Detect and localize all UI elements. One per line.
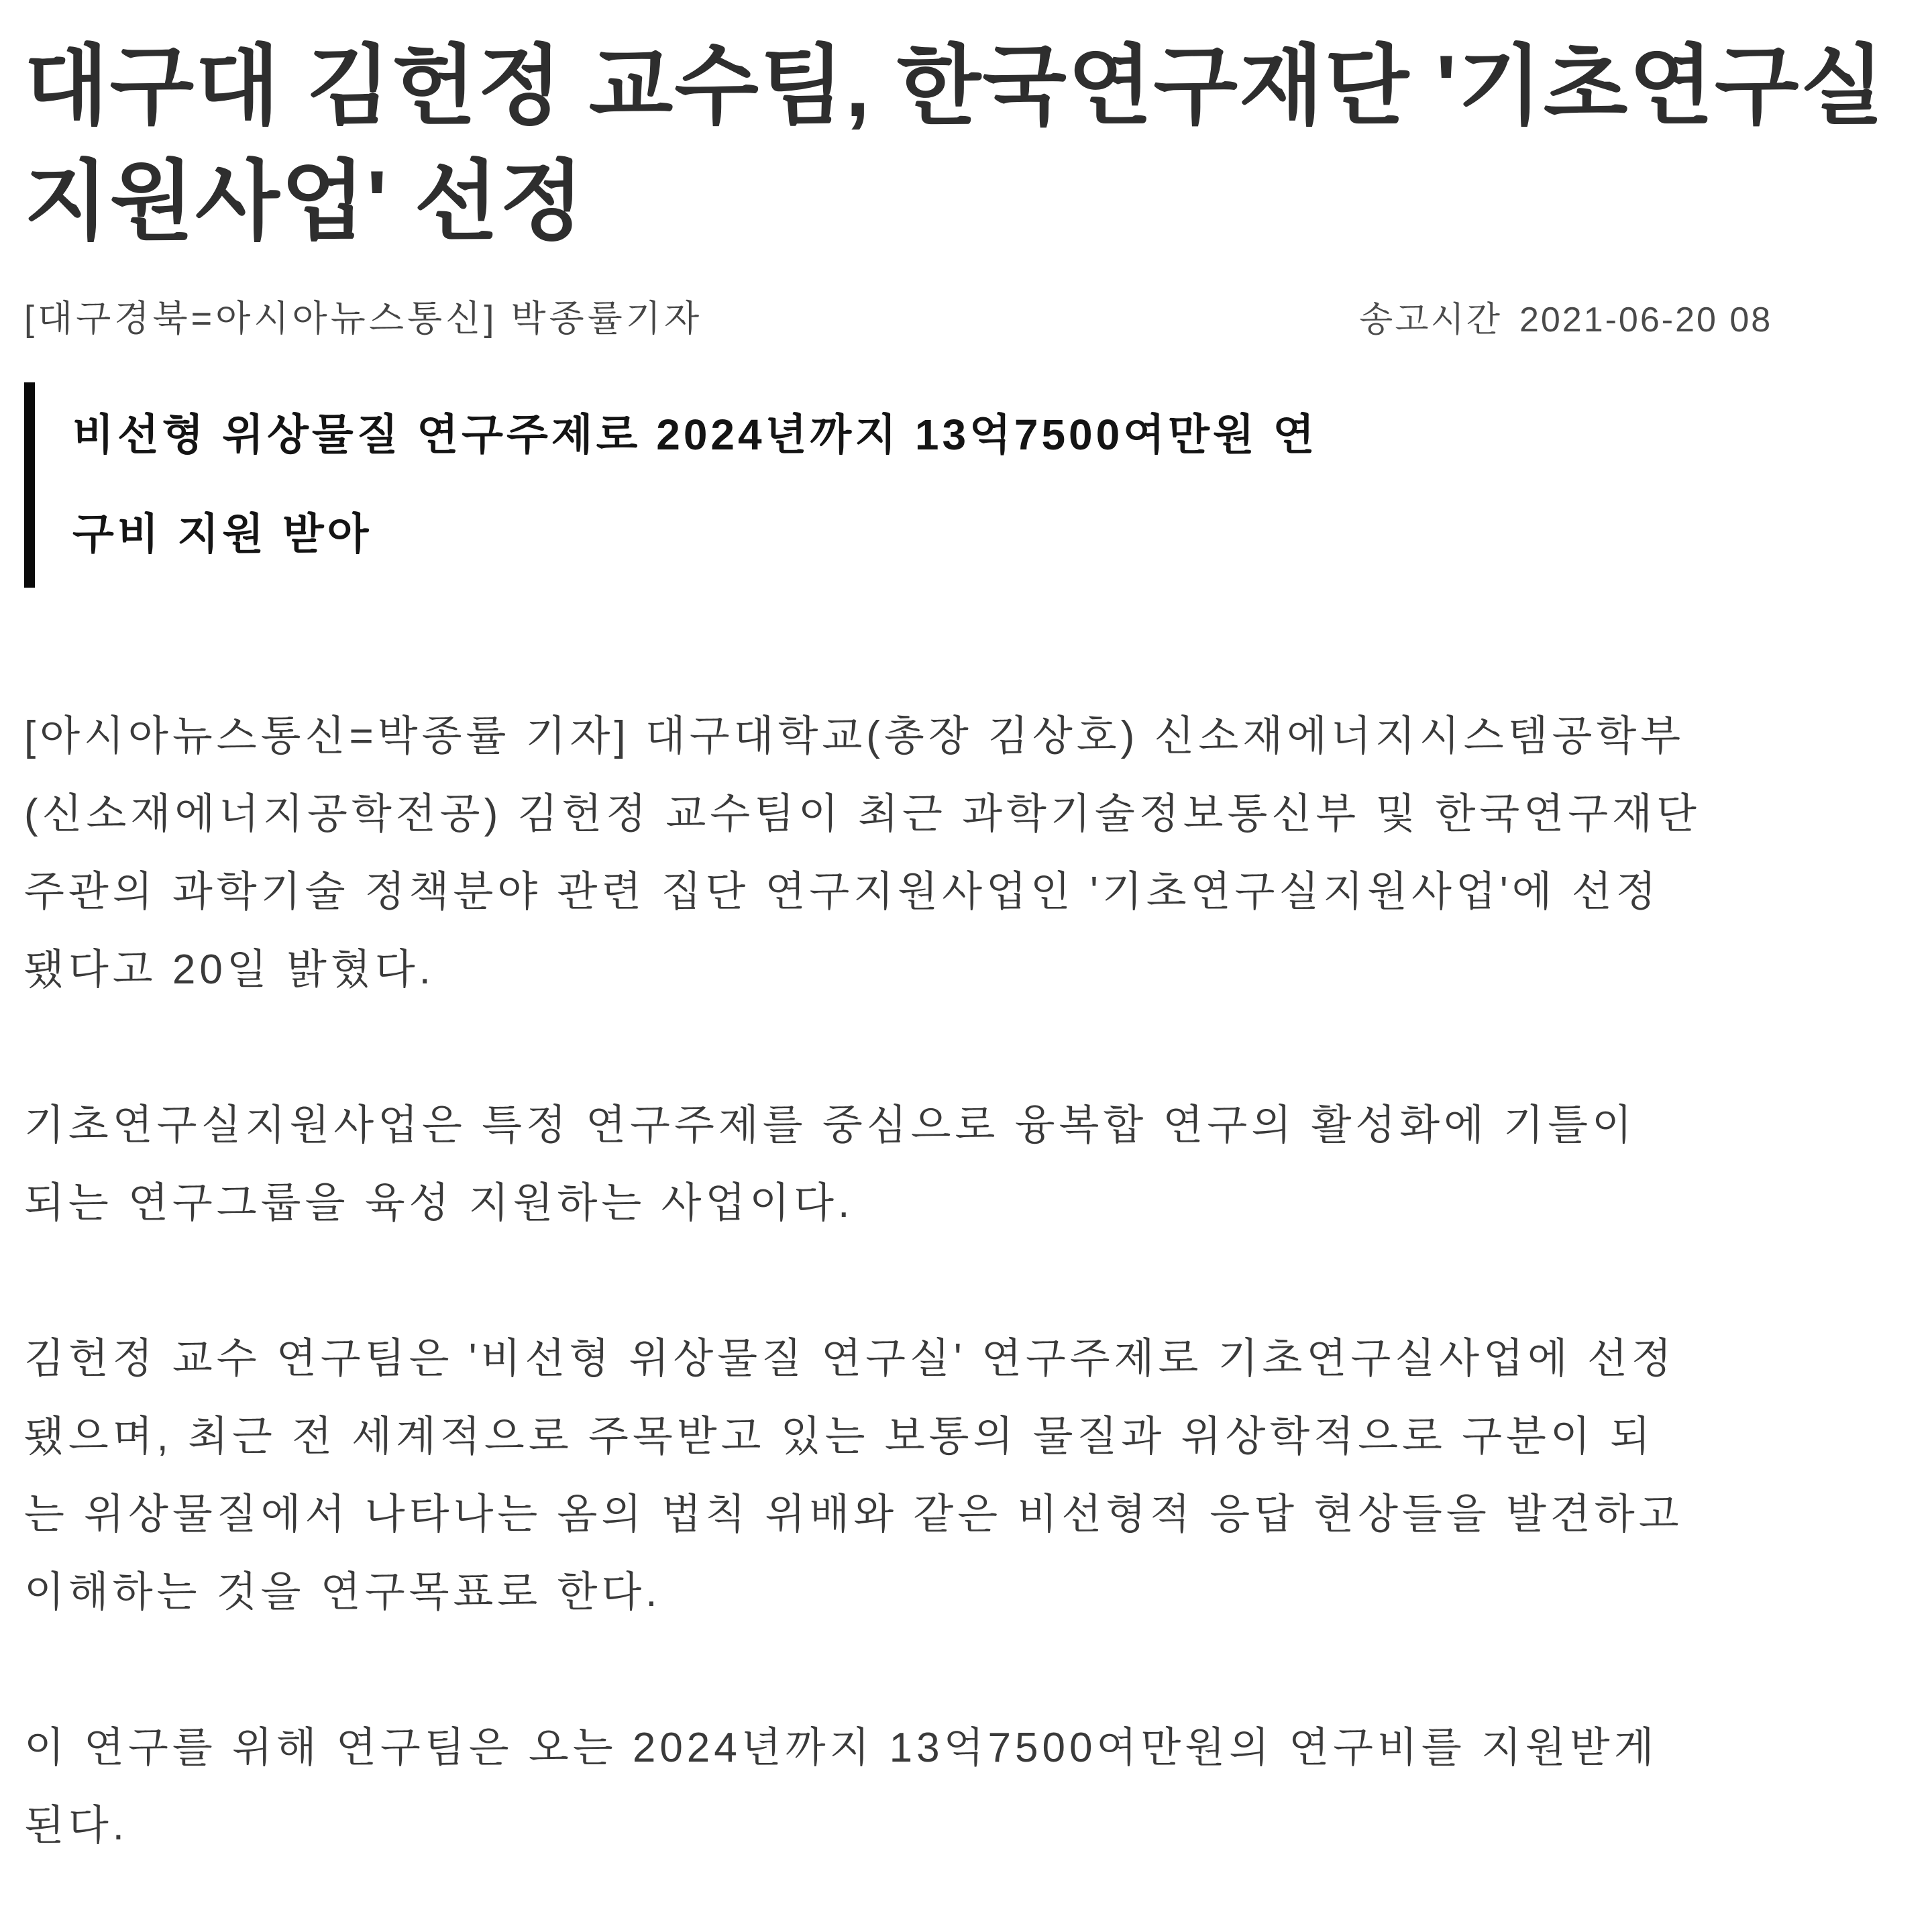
article-title-line: 지원사업' 선정 <box>24 152 586 250</box>
article-paragraph-line: 이해하는 것을 연구목표로 한다. <box>24 1569 661 1615</box>
article-body <box>24 698 1932 1865</box>
article-paragraph-line: 이 연구를 위해 연구팀은 오는 2024년까지 13억7500여만원의 연구비를 지원받게 <box>24 1725 1658 1771</box>
article-paragraph-line: 되는 연구그룹을 육성 지원하는 사업이다. <box>24 1180 854 1226</box>
article-paragraph-line: 기초연구실지원사업은 특정 연구주제를 중심으로 융복합 연구의 활성화에 기틀이 <box>24 1102 1636 1148</box>
byline: [대구경북=아시아뉴스통신] 박종률기자 <box>24 299 703 339</box>
article-paragraph-line: (신소재에너지공학전공) 김헌정 교수팀이 최근 과학기술정보통신부 및 한국연구재단 <box>24 791 1701 837</box>
article-paragraph <box>24 1087 1932 1242</box>
article-subhead-line: 비선형 위상물질 연구주제로 2024년까지 13억7500여만원 연 <box>72 411 1318 459</box>
byline-row <box>24 290 1932 339</box>
article-title-line: 대구대 김헌정 교수팀, 한국연구재단 '기초연구실 <box>24 37 1886 135</box>
article-subhead <box>24 382 1932 588</box>
article-paragraph <box>24 1709 1932 1865</box>
article-paragraph <box>24 1320 1932 1631</box>
article-paragraph-line: 주관의 과학기술 정책분야 관련 집단 연구지원사업인 '기초연구실지원사업'에 선정 <box>24 869 1660 915</box>
article-paragraph-line: 는 위상물질에서 나타나는 옴의 법칙 위배와 같은 비선형적 응답 현상들을 발견하고 <box>24 1491 1683 1538</box>
article-paragraph-line: 됐다고 20일 밝혔다. <box>24 947 435 993</box>
article-paragraph-line: [아시아뉴스통신=박종률 기자] 대구대학교(총장 김상호) 신소재에너지시스템공학부 <box>24 713 1685 759</box>
article-title <box>24 28 1932 259</box>
publish-time-label: 송고시간 <box>1359 301 1502 339</box>
publish-time <box>1359 291 1772 341</box>
publish-time-value: 2021-06-20 08 <box>1519 301 1773 339</box>
article-paragraph-line: 된다. <box>24 1803 129 1849</box>
article-paragraph-line: 됐으며, 최근 전 세계적으로 주목받고 있는 보통의 물질과 위상학적으로 구분이 되 <box>24 1413 1654 1460</box>
article-paragraph-line: 김헌정 교수 연구팀은 '비선형 위상물질 연구실' 연구주제로 기초연구실사업에 선정 <box>24 1336 1676 1382</box>
article-paragraph <box>24 698 1932 1009</box>
article-subhead-line: 구비 지원 받아 <box>72 510 372 558</box>
